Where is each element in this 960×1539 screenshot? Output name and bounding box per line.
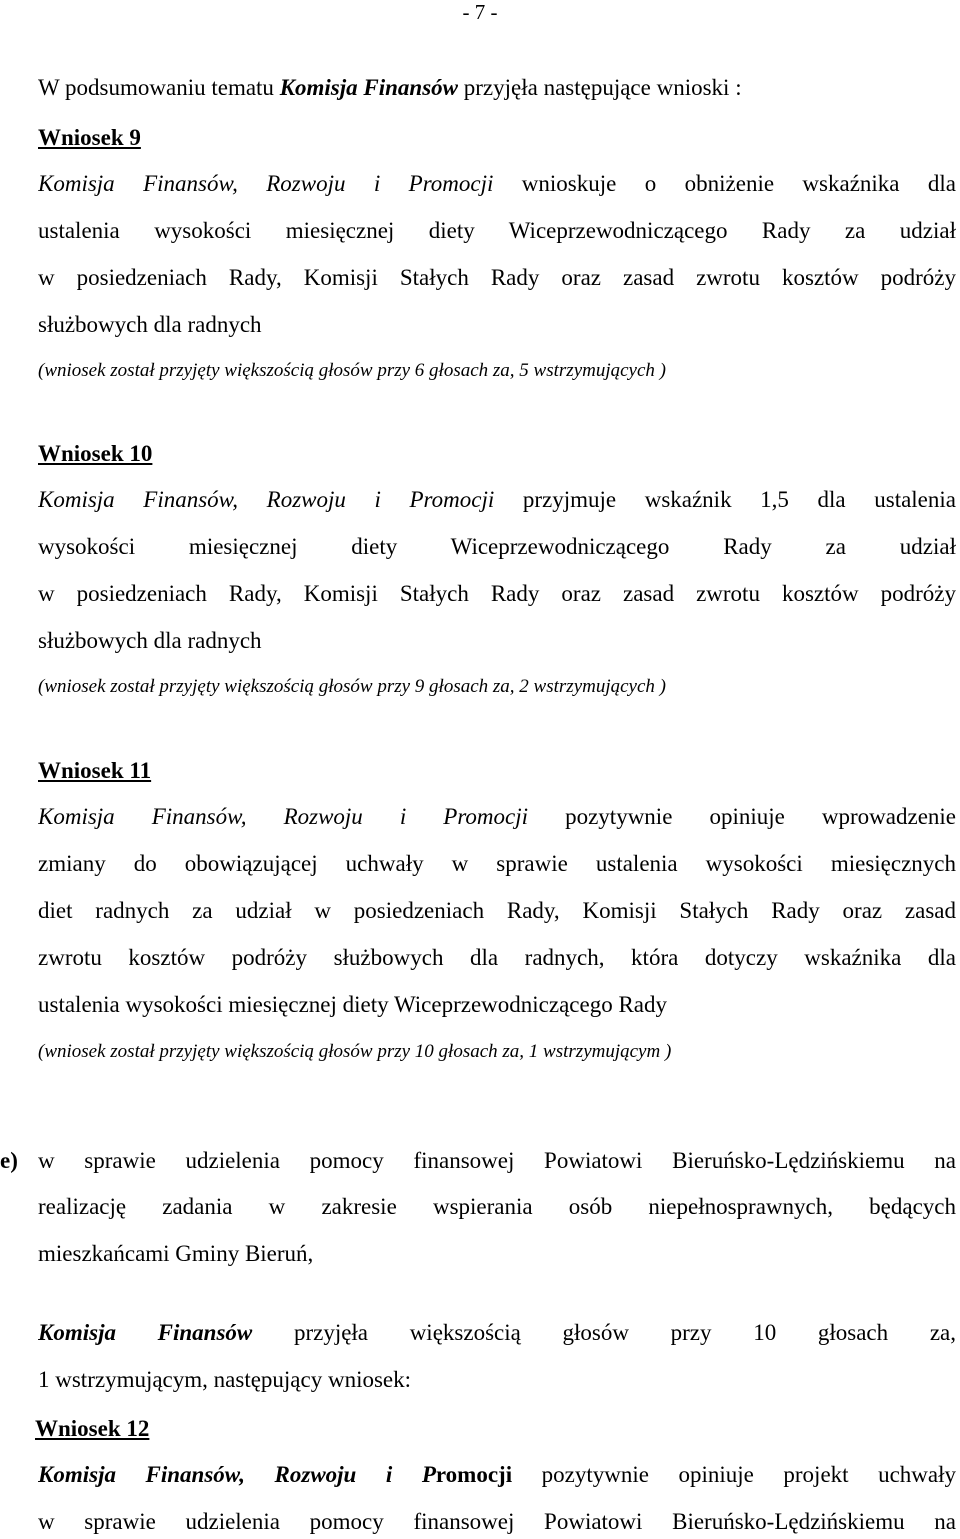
item-e-line-3: mieszkańcami Gminy Bieruń, bbox=[38, 1241, 314, 1266]
wniosek-12-line-1 bbox=[38, 1461, 956, 1489]
intro-text-before: W podsumowaniu tematu bbox=[38, 75, 280, 100]
intro-paragraph bbox=[38, 74, 956, 102]
wniosek-9-line-3: w posiedzeniach Rady, Komisji Stałych Rady oraz zasad zwrotu kosztów podróży bbox=[38, 265, 956, 290]
wniosek-11-vote: (wniosek został przyjęty większością głosów przy 10 głosach za, 1 wstrzymującym ) bbox=[38, 1041, 672, 1062]
item-e-line-1: w sprawie udzielenia pomocy finansowej Powiatowi Bieruńsko-Lędzińskiemu na bbox=[38, 1148, 956, 1173]
item-e-decision-line-2: 1 wstrzymującym, następujący wniosek: bbox=[38, 1367, 412, 1392]
wniosek-9-committee: Komisja Finansów, Rozwoju i Promocji bbox=[38, 171, 494, 196]
wniosek-11-line-1-text: pozytywnie opiniuje wprowadzenie bbox=[528, 804, 956, 829]
wniosek-10-heading: Wniosek 10 bbox=[38, 441, 153, 466]
wniosek-10-line-4: służbowych dla radnych bbox=[38, 628, 262, 653]
item-e-marker: e) bbox=[0, 1148, 18, 1173]
wniosek-11-line-4: zwrotu kosztów podróży służbowych dla radnych, która dotyczy wskaźnika dla bbox=[38, 945, 956, 970]
wniosek-11-heading: Wniosek 11 bbox=[38, 758, 152, 783]
wniosek-11-committee: Komisja Finansów, Rozwoju i Promocji bbox=[38, 804, 529, 829]
wniosek-9-vote: (wniosek został przyjęty większością głosów przy 6 głosach za, 5 wstrzymujących ) bbox=[38, 360, 667, 381]
wniosek-10-committee: Komisja Finansów, Rozwoju i Promocji bbox=[38, 487, 495, 512]
item-e-decision-line-1 bbox=[38, 1319, 956, 1347]
wniosek-10-line-1 bbox=[38, 486, 956, 514]
intro-text-after: przyjęła następujące wnioski : bbox=[458, 75, 742, 100]
wniosek-9-line-1-text: wnioskuje o obniżenie wskaźnika dla bbox=[493, 171, 956, 196]
wniosek-11-line-1 bbox=[38, 803, 956, 831]
wniosek-12-line-1-text: pozytywnie opiniuje projekt uchwały bbox=[512, 1462, 956, 1487]
wniosek-11-line-2: zmiany do obowiązującej uchwały w sprawie ustalenia wysokości miesięcznych bbox=[38, 851, 956, 876]
wniosek-9-line-4: służbowych dla radnych bbox=[38, 312, 262, 337]
item-e-decision-line-1-text: przyjęła większością głosów przy 10 głosach za, bbox=[252, 1320, 956, 1345]
wniosek-12-heading: Wniosek 12 bbox=[35, 1416, 150, 1441]
item-e-decision-committee: Komisja Finansów bbox=[38, 1320, 253, 1345]
wniosek-10-line-2: wysokości miesięcznej diety Wiceprzewodniczącego Rady za udział bbox=[38, 534, 956, 559]
wniosek-10-line-3: w posiedzeniach Rady, Komisji Stałych Rady oraz zasad zwrotu kosztów podróży bbox=[38, 581, 956, 606]
item-e-line-2: realizację zadania w zakresie wspierania osób niepełnosprawnych, będących bbox=[38, 1194, 956, 1219]
wniosek-11-line-3: diet radnych za udział w posiedzeniach Rady, Komisji Stałych Rady oraz zasad bbox=[38, 898, 956, 923]
wniosek-12-committee-a: Komisja Finansów, Rozwoju i P bbox=[38, 1462, 436, 1487]
page-number: - 7 - bbox=[462, 0, 498, 24]
intro-committee: Komisja Finansów bbox=[279, 75, 459, 100]
wniosek-9-heading: Wniosek 9 bbox=[38, 125, 141, 150]
wniosek-10-line-1-text: przyjmuje wskaźnik 1,5 dla ustalenia bbox=[494, 487, 956, 512]
wniosek-10-vote: (wniosek został przyjęty większością głosów przy 9 głosach za, 2 wstrzymujących ) bbox=[38, 676, 667, 697]
wniosek-9-line-1 bbox=[38, 170, 956, 198]
wniosek-12-line-2: w sprawie udzielenia pomocy finansowej Powiatowi Bieruńsko-Lędzińskiemu na bbox=[38, 1509, 956, 1534]
wniosek-11-line-5: ustalenia wysokości miesięcznej diety Wiceprzewodniczącego Rady bbox=[38, 992, 667, 1017]
wniosek-12-committee-b: romocji bbox=[435, 1462, 513, 1487]
wniosek-9-line-2: ustalenia wysokości miesięcznej diety Wiceprzewodniczącego Rady za udział bbox=[38, 218, 956, 243]
